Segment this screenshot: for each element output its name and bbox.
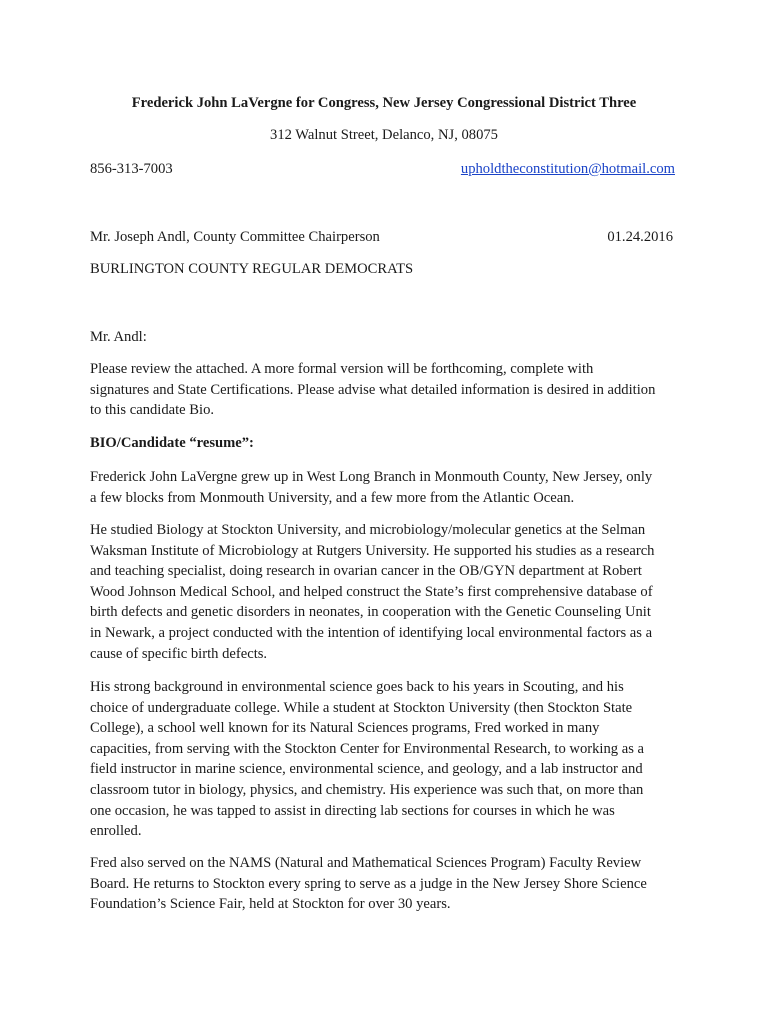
paragraph-line: a few blocks from Monmouth University, and a few more from the Atlantic Ocean. bbox=[90, 489, 575, 506]
paragraph-line: cause of specific birth defects. bbox=[90, 645, 268, 662]
bio-paragraph-nams bbox=[90, 853, 680, 915]
paragraph-line: Please review the attached. A more formal version will be forthcoming, complete with bbox=[90, 361, 594, 377]
paragraph-line: Foundation’s Science Fair, held at Stockton for over 30 years. bbox=[90, 896, 451, 913]
recipient-name: Mr. Joseph Andl, County Committee Chairperson bbox=[90, 229, 380, 245]
paragraph-line: He studied Biology at Stockton University, and microbiology/molecular genetics at the Selman bbox=[90, 522, 646, 538]
paragraph-line: classroom tutor in biology, physics, and chemistry. His experience was such that, on more than bbox=[90, 781, 644, 798]
salutation: Mr. Andl: bbox=[90, 329, 147, 345]
paragraph-line: birth defects and genetic disorders in neonates, in cooperation with the Genetic Counseling Unit bbox=[90, 604, 651, 621]
paragraph-line: field instructor in marine science, environmental science, and geology, and a lab instructor and bbox=[90, 761, 643, 778]
letterhead-title: Frederick John LaVergne for Congress, New Jersey Congressional District Three bbox=[131, 95, 637, 111]
paragraph-line: His strong background in environmental science goes back to his years in Scouting, and his bbox=[90, 679, 624, 695]
paragraph-line: to this candidate Bio. bbox=[90, 402, 215, 419]
section-heading: BIO/Candidate “resume”: bbox=[90, 435, 254, 451]
paragraph-line: Waksman Institute of Microbiology at Rutgers University. He supported his studies as a research bbox=[90, 542, 655, 559]
bio-paragraph-environmental bbox=[90, 677, 680, 842]
paragraph-line: Board. He returns to Stockton every spring to serve as a judge in the New Jersey Shore Science bbox=[90, 875, 647, 892]
paragraph-line: choice of undergraduate college. While a student at Stockton University (then Stockton State bbox=[90, 699, 633, 716]
paragraph-line: in Newark, a project conducted with the intention of identifying local environmental factors as a bbox=[90, 624, 653, 641]
letterhead-address: 312 Walnut Street, Delanco, NJ, 08075 bbox=[270, 127, 498, 143]
paragraph-line: signatures and State Certifications. Please advise what detailed information is desired in addition bbox=[90, 381, 656, 398]
recipient-organization: BURLINGTON COUNTY REGULAR DEMOCRATS bbox=[90, 261, 414, 277]
bio-paragraph-education bbox=[90, 520, 680, 664]
paragraph-line: and teaching specialist, doing research in ovarian cancer in the OB/GYN department at Robert bbox=[90, 563, 642, 580]
letterhead-phone: 856-313-7003 bbox=[90, 161, 173, 177]
paragraph-line: Wood Johnson Medical School, and helped construct the State’s first comprehensive database of bbox=[90, 583, 653, 600]
letterhead-email-link[interactable]: upholdtheconstitution@hotmail.com bbox=[460, 161, 675, 177]
paragraph-line: capacities, from serving with the Stockton Center for Environmental Research, to working as a bbox=[90, 740, 644, 757]
paragraph-line: Fred also served on the NAMS (Natural and Mathematical Sciences Program) Faculty Review bbox=[90, 855, 642, 871]
letter-date: 01.24.2016 bbox=[607, 229, 673, 245]
paragraph-line: College), a school well known for its Natural Sciences programs, Fred worked in many bbox=[90, 720, 600, 737]
intro-paragraph bbox=[90, 359, 680, 421]
bio-paragraph-childhood bbox=[90, 467, 680, 508]
paragraph-line: one occasion, he was tapped to assist in directing lab sections for courses in which he was bbox=[90, 802, 615, 819]
paragraph-line: enrolled. bbox=[90, 823, 142, 840]
paragraph-line: Frederick John LaVergne grew up in West Long Branch in Monmouth County, New Jersey, only bbox=[90, 469, 653, 485]
